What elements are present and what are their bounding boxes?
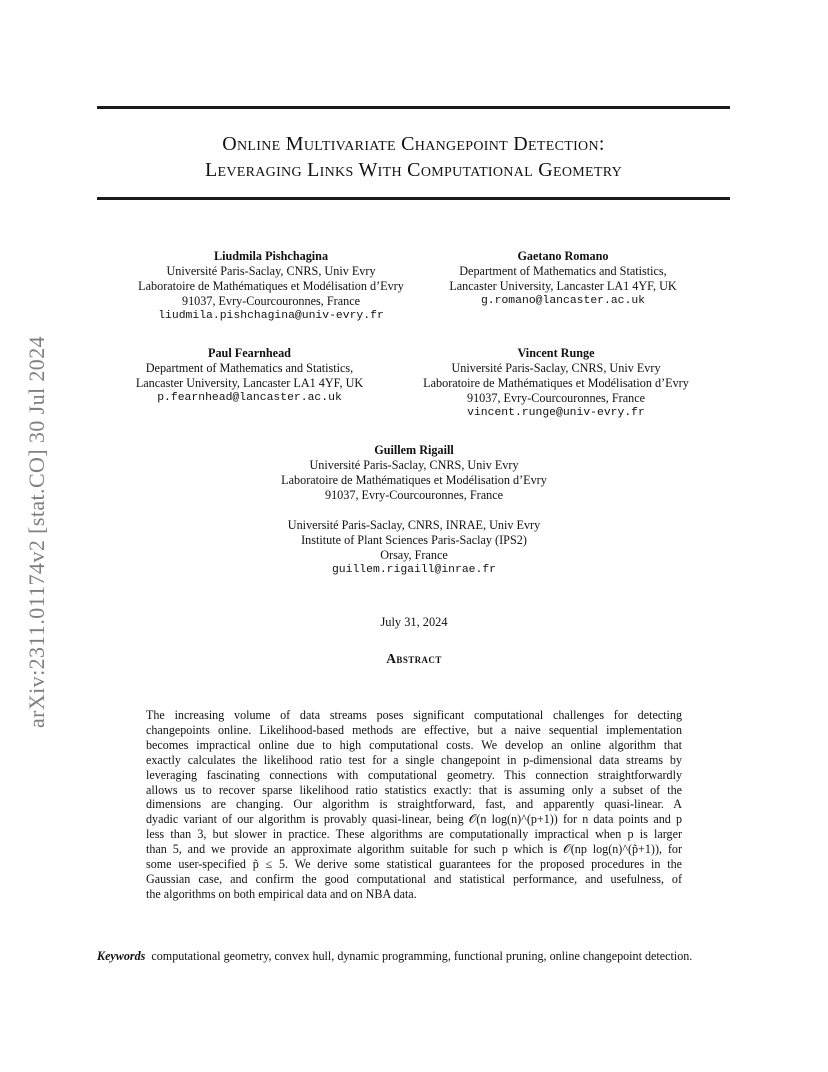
keywords-section: [97, 949, 727, 964]
keywords-text: computational geometry, convex hull, dynamic programming, functional pruning, online changepoint detection.: [151, 949, 693, 963]
author-block-fearnhead: [112, 346, 387, 406]
affiliation-line: Lancaster University, Lancaster LA1 4YF, UK: [449, 279, 677, 293]
abstract-line: becomes impractical online due to high computational costs. We develop an online algorithm that: [146, 737, 682, 752]
author-name: Guillem Rigaill: [374, 443, 454, 457]
author-name: Paul Fearnhead: [208, 346, 291, 360]
abstract-heading: Abstract: [386, 651, 442, 666]
abstract-line: less than 3, but slower in practice. These algorithms are computationally impractical when p is larger: [146, 827, 682, 842]
author-name: Gaetano Romano: [517, 249, 609, 263]
abstract-line: dyadic variant of our algorithm is provably quasi-linear, being 𝒪(n log(n)^(p+1)) for n data points and p: [146, 812, 682, 827]
title-line-1: Online Multivariate Changepoint Detection:: [222, 133, 605, 155]
author-email[interactable]: vincent.runge@univ-evry.fr: [467, 407, 645, 419]
affiliation-line: Orsay, France: [380, 548, 448, 562]
affiliation-line: Laboratoire de Mathématiques et Modélisation d’Evry: [423, 376, 689, 390]
title-top-rule: [97, 106, 730, 109]
affiliation-line: Laboratoire de Mathématiques et Modélisation d’Evry: [138, 279, 404, 293]
affiliation-line: 91037, Evry-Courcouronnes, France: [466, 391, 646, 405]
affiliation-line: Université Paris-Saclay, CNRS, Univ Evry: [309, 458, 519, 472]
paper-title: [97, 131, 730, 183]
author-block-romano: [428, 249, 698, 309]
author-block-pishchagina: [108, 249, 434, 324]
author-email[interactable]: liudmila.pishchagina@univ-evry.fr: [158, 310, 384, 322]
affiliation-line: Institute of Plant Sciences Paris-Saclay (IPS2): [301, 533, 527, 547]
affiliation-line: Université Paris-Saclay, CNRS, INRAE, Univ Evry: [287, 518, 541, 532]
author-block-rigaill: [251, 443, 577, 578]
affiliation-line: Department of Mathematics and Statistics,: [459, 264, 667, 278]
author-name: Liudmila Pishchagina: [213, 249, 329, 263]
affiliation-line: Lancaster University, Lancaster LA1 4YF, UK: [135, 376, 364, 390]
author-email[interactable]: p.fearnhead@lancaster.ac.uk: [157, 392, 342, 404]
abstract-line: changepoints online. Likelihood-based methods are effective, but a naive sequential implementation: [146, 722, 682, 737]
abstract-line: The increasing volume of data streams poses significant computational challenges for detecting: [146, 708, 682, 722]
abstract-line: exactly calculates the likelihood ratio test for a single changepoint in p-dimensional data streams by: [146, 752, 682, 767]
author-name: Vincent Runge: [517, 346, 595, 360]
abstract-line: allows us to recover sparse likelihood ratio statistics exactly: that is assuming only a subset of the: [146, 782, 682, 797]
affiliation-line: Université Paris-Saclay, CNRS, Univ Evry: [166, 264, 376, 278]
author-email[interactable]: g.romano@lancaster.ac.uk: [480, 295, 646, 307]
abstract-line: leveraging fascinating connections with computational geometry. This connection straightforwardly: [146, 767, 682, 782]
affiliation-line: 91037, Evry-Courcouronnes, France: [181, 294, 361, 308]
affiliation-line: Department of Mathematics and Statistics,: [145, 361, 354, 375]
title-line-2: Leveraging Links With Computational Geometry: [204, 159, 622, 181]
author-email[interactable]: guillem.rigaill@inrae.fr: [331, 564, 497, 576]
affiliation-line: Laboratoire de Mathématiques et Modélisation d’Evry: [281, 473, 547, 487]
author-block-runge: [393, 346, 719, 421]
keywords-label: Keywords: [97, 949, 146, 963]
publication-date: July 31, 2024: [380, 615, 448, 629]
abstract-line: than 5, and we provide an approximate algorithm suitable for such p which is 𝒪(np log(n)^(p̃+1)), for: [146, 842, 682, 857]
arxiv-identifier: arXiv:2311.01174v2 [stat.CO] 30 Jul 2024: [24, 335, 49, 729]
affiliation-line: 91037, Evry-Courcouronnes, France: [324, 488, 504, 502]
abstract-line: dimensions are changing. Our algorithm is straightforward, fast, and apparently quasi-linear. A: [146, 797, 682, 812]
abstract-line: some user-specified p̃ ≤ 5. We derive some statistical guarantees for the proposed procedures in the: [146, 857, 682, 872]
abstract-line: Gaussian case, and confirm the good computational and statistical performance, and usefulness, of: [146, 871, 682, 886]
abstract-line: the algorithms on both empirical data and on NBA data.: [146, 886, 417, 901]
abstract-body: [146, 708, 682, 902]
title-bottom-rule: [97, 197, 730, 200]
affiliation-line: Université Paris-Saclay, CNRS, Univ Evry: [451, 361, 661, 375]
